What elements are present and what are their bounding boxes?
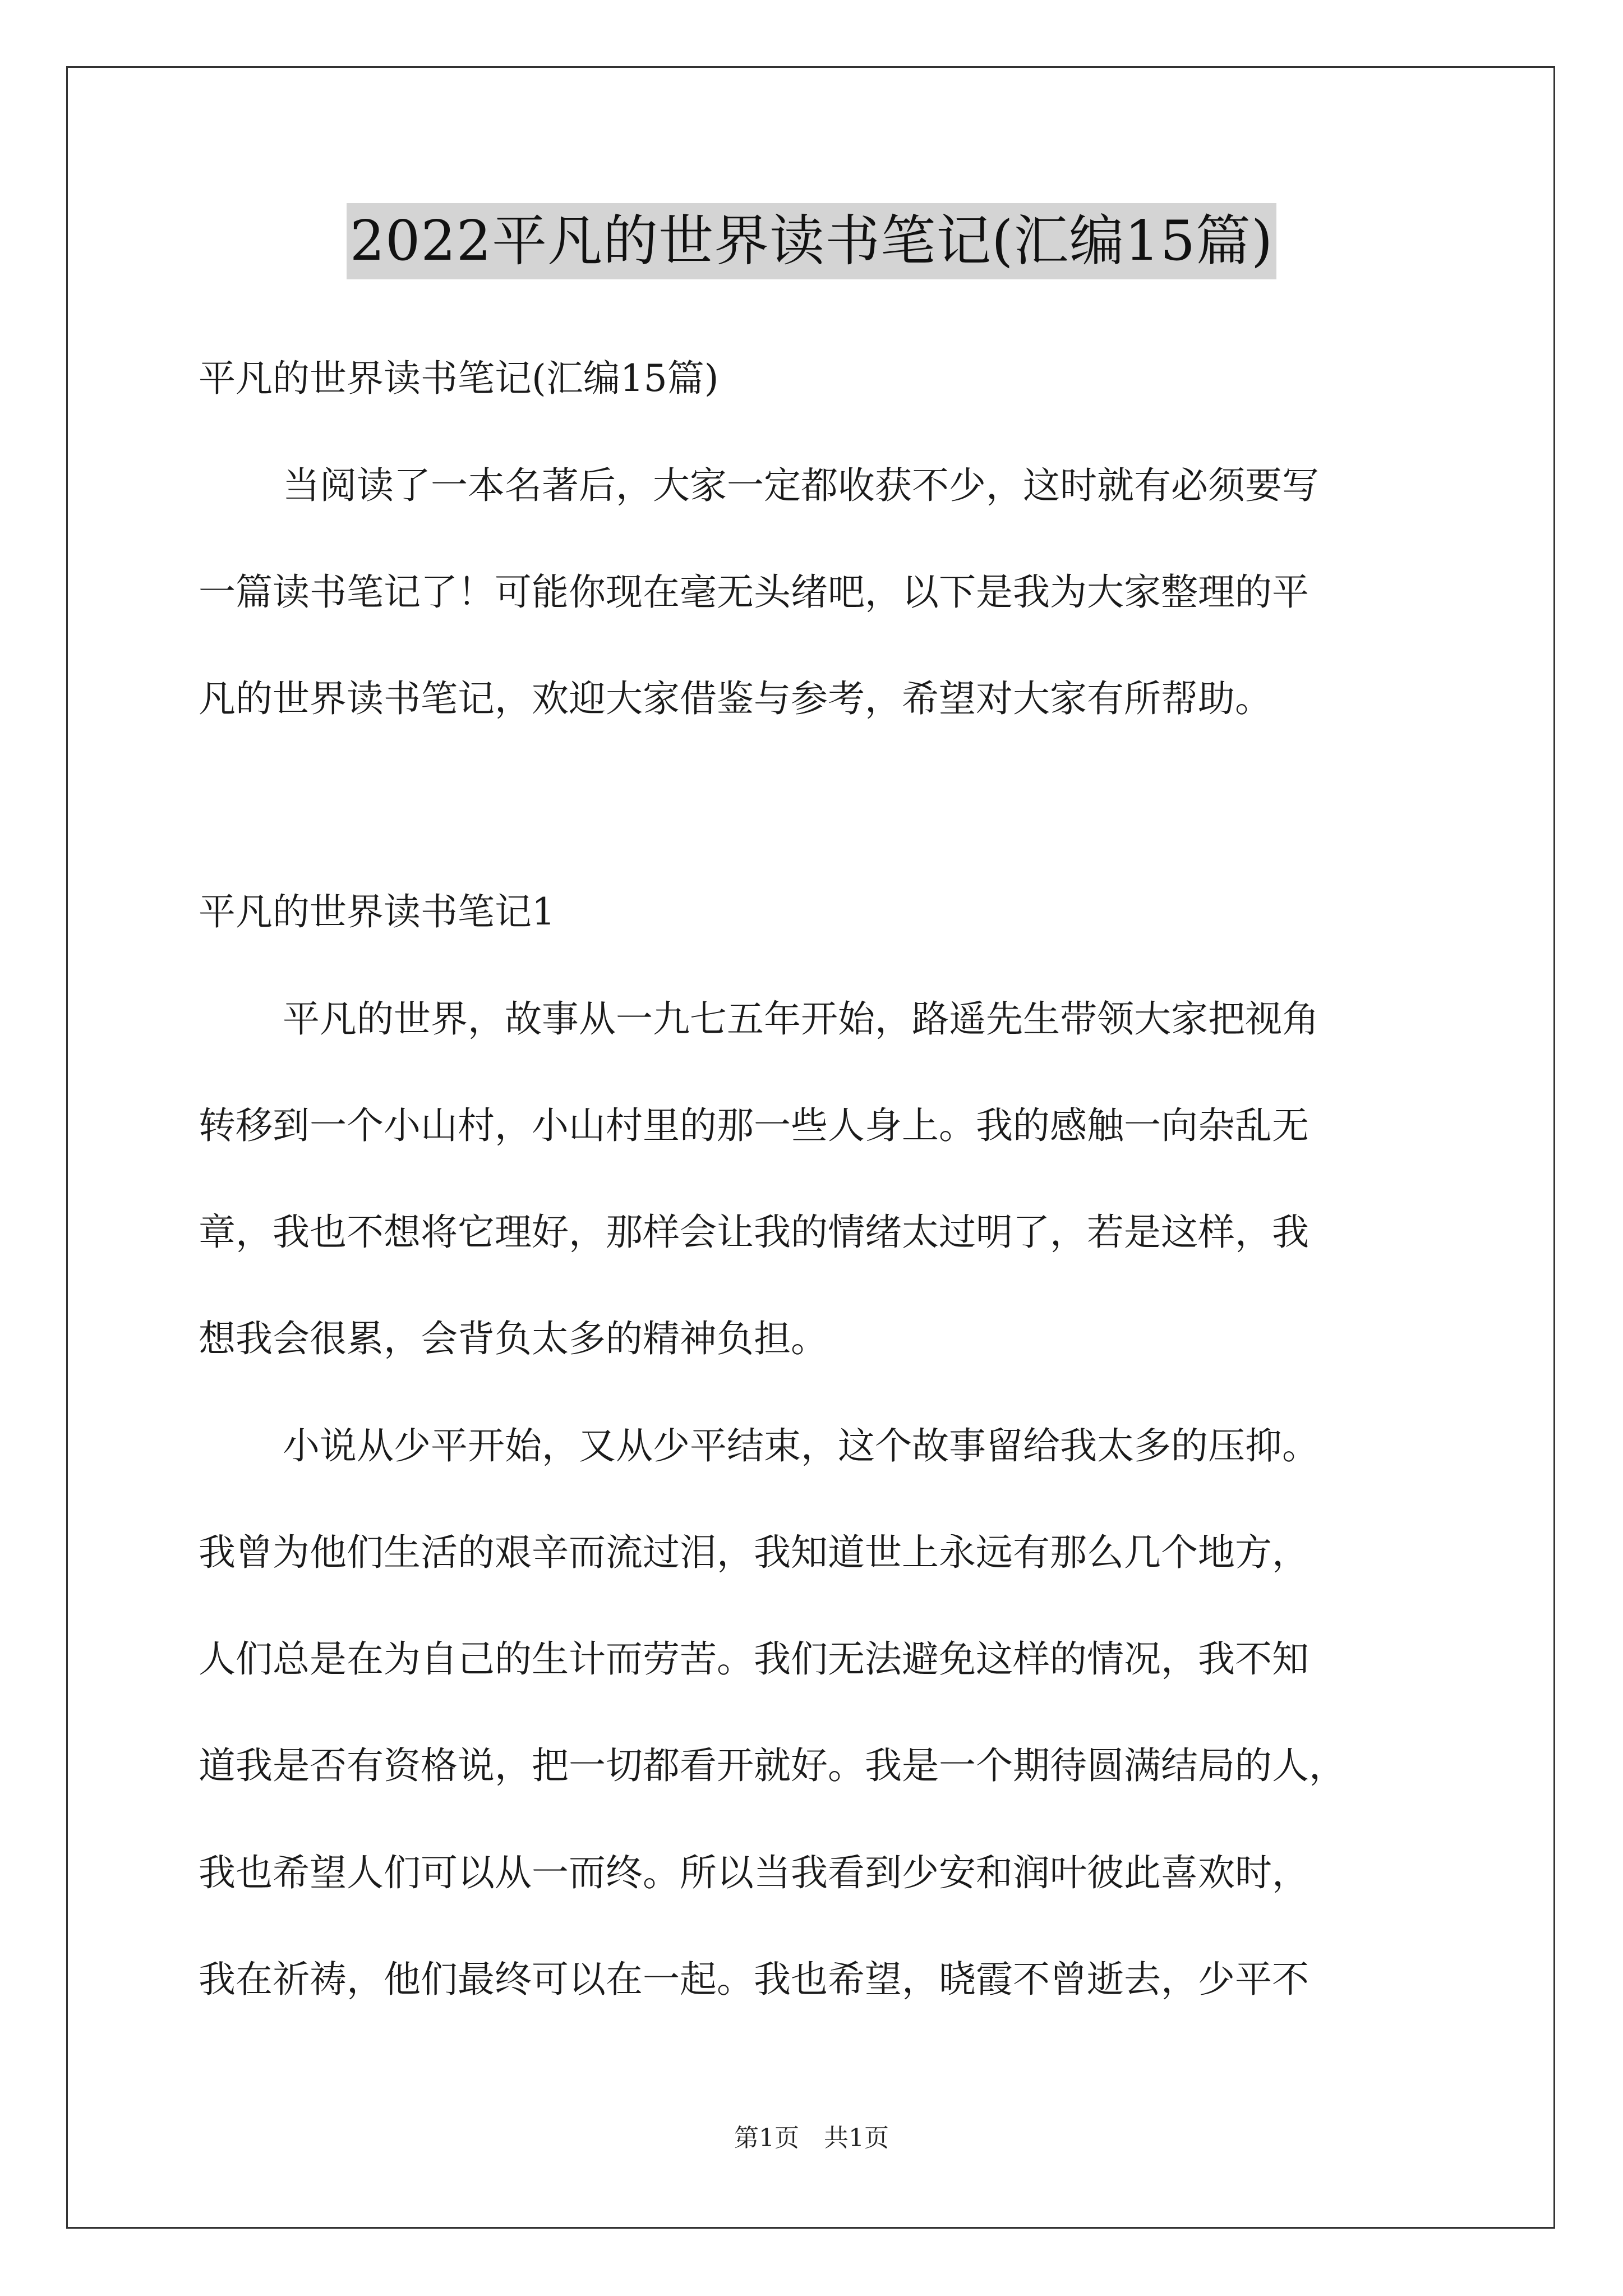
intro-line: 一篇读书笔记了！可能你现在毫无头绪吧，以下是我为大家整理的平 bbox=[199, 570, 1309, 614]
document-subtitle: 平凡的世界读书笔记(汇编15篇) bbox=[199, 357, 719, 400]
section-heading: 平凡的世界读书笔记1 bbox=[199, 890, 555, 933]
body-line: 想我会很累，会背负太多的精神负担。 bbox=[199, 1317, 828, 1360]
body-line: 平凡的世界，故事从一九七五年开始，路遥先生带领大家把视角 bbox=[283, 997, 1319, 1041]
body-line: 人们总是在为自己的生计而劳苦。我们无法避免这样的情况，我不知 bbox=[199, 1637, 1309, 1681]
document-title: 2022平凡的世界读书笔记(汇编15篇) bbox=[347, 203, 1277, 279]
body-line: 道我是否有资格说，把一切都看开就好。我是一个期待圆满结局的人， bbox=[199, 1744, 1346, 1787]
body-line: 我也希望人们可以从一而终。所以当我看到少安和润叶彼此喜欢时， bbox=[199, 1851, 1309, 1894]
body-line: 小说从少平开始，又从少平结束，这个故事留给我太多的压抑。 bbox=[283, 1424, 1319, 1467]
page-number-footer: 第1页 共1页 bbox=[734, 2124, 889, 2152]
title-container bbox=[0, 203, 1623, 279]
intro-line: 当阅读了一本名著后，大家一定都收获不少，这时就有必须要写 bbox=[283, 464, 1319, 507]
body-line: 章，我也不想将它理好，那样会让我的情绪太过明了，若是这样，我 bbox=[199, 1211, 1309, 1254]
body-line: 我在祈祷，他们最终可以在一起。我也希望，晓霞不曾逝去，少平不 bbox=[199, 1958, 1309, 2001]
body-line: 转移到一个小山村，小山村里的那一些人身上。我的感触一向杂乱无 bbox=[199, 1104, 1309, 1147]
body-line: 我曾为他们生活的艰辛而流过泪，我知道世上永远有那么几个地方， bbox=[199, 1531, 1309, 1574]
intro-line: 凡的世界读书笔记，欢迎大家借鉴与参考，希望对大家有所帮助。 bbox=[199, 677, 1272, 720]
